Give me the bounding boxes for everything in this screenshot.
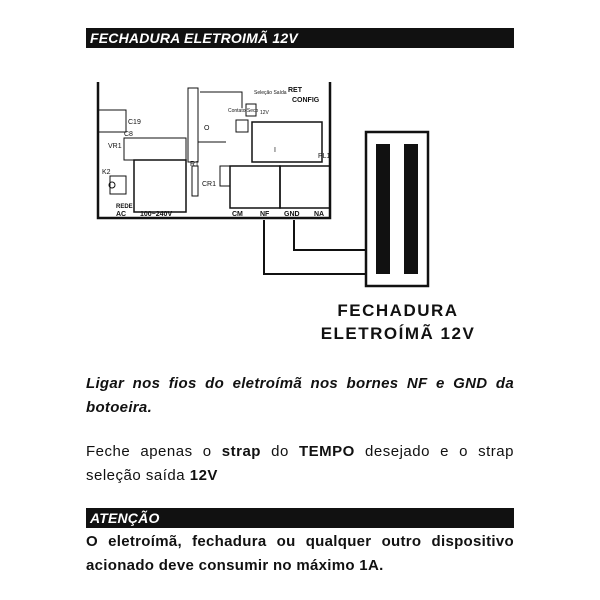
attention-title: ATENÇÃO — [90, 510, 160, 526]
attention-text: O eletroímã, fechadura ou qualquer outro dispositivo acionado deve consumir no máximo 1A. — [86, 533, 514, 574]
attention-bar — [86, 508, 514, 528]
terminal-nf: NF — [260, 211, 270, 218]
ret-label: RET — [288, 87, 302, 94]
strap-text-3: desejado e o strap seleção saída — [86, 443, 514, 484]
lock-label-line2: ELETROÍMÃ 12V — [320, 324, 476, 343]
strap-bold-1: strap — [221, 443, 261, 460]
o-label: O — [204, 125, 210, 132]
page-title: FECHADURA ELETROIMÃ 12V — [90, 30, 298, 46]
strap-bold-2: TEMPO — [299, 443, 355, 460]
pl1-label: PL1 — [318, 153, 331, 160]
lock-label — [321, 301, 476, 343]
i-label: I — [274, 147, 276, 154]
electromagnet-lock — [366, 132, 428, 286]
terminal-gnd: GND — [284, 211, 300, 218]
rede-label: REDE — [116, 204, 133, 210]
wiring-instruction: Ligar nos fios do eletroímã nos bornes NF e GND da botoeira. — [86, 375, 514, 416]
c19-label: C19 — [128, 119, 141, 126]
vr1-label: VR1 — [108, 143, 122, 150]
strap-right-label: 12V — [260, 110, 269, 116]
lock-label-line1: FECHADURA — [337, 301, 459, 320]
terminal-cm: CM — [232, 211, 243, 218]
k2-label: K2 — [102, 169, 111, 176]
wires — [264, 220, 366, 274]
cr1-label: CR1 — [202, 181, 217, 188]
strap-bold-3: 12V — [189, 467, 218, 484]
wire-gnd — [294, 220, 366, 250]
strap-text-1: Feche apenas o — [86, 443, 222, 460]
r1-label: R1 — [190, 161, 199, 168]
config-label: CONFIG — [292, 97, 320, 104]
terminal-voltage: 100~240V — [140, 211, 173, 218]
title-bar — [86, 28, 514, 48]
terminal-ac: AC — [116, 211, 127, 218]
wiring-diagram — [86, 78, 506, 358]
strap-text-2: do — [260, 443, 300, 460]
terminal-na: NA — [314, 211, 325, 218]
c8-label: C8 — [124, 131, 133, 138]
strap-left-label: Contato Seco — [228, 108, 259, 114]
strap-instruction — [86, 440, 514, 488]
board-labels — [102, 87, 331, 218]
strap-top-label: Seleção Saída — [254, 90, 287, 96]
wire-nf — [264, 220, 366, 274]
